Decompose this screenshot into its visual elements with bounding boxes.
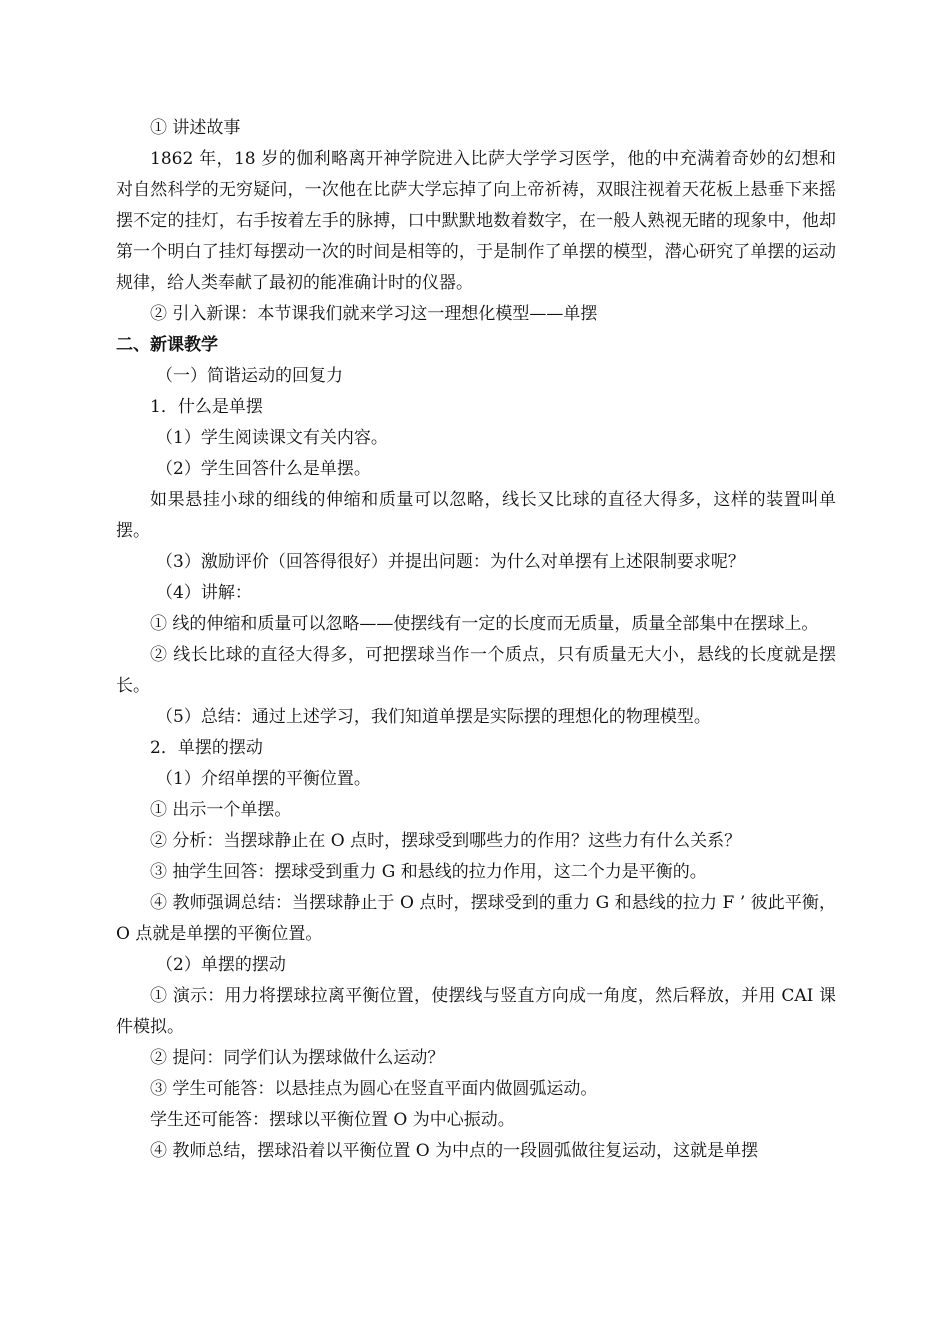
paragraph-student-answer: ③ 抽学生回答：摆球受到重力 G 和悬线的拉力作用，这二个力是平衡的。 xyxy=(150,862,707,882)
paragraph-final-summary: ④ 教师总结，摆球沿着以平衡位置 O 为中点的一段圆弧做往复运动，这就是单摆 xyxy=(150,1141,759,1161)
item-pendulum-swing: 2．单摆的摆动 xyxy=(150,738,263,758)
paragraph-question: ② 提问：同学们认为摆球做什么运动？ xyxy=(150,1048,445,1068)
step-answer: （2）学生回答什么是单摆。 xyxy=(156,459,371,479)
section-heading-new-lesson: 二、新课教学 xyxy=(116,335,218,355)
paragraph-new-lesson: ② 引入新课：本节课我们就来学习这一理想化模型——单摆 xyxy=(150,304,598,324)
paragraph-demo: ① 演示：用力将摆球拉离平衡位置，使摆线与竖直方向成一角度，然后释放，并用 CAI 课件模拟。 xyxy=(116,986,836,1037)
subsection-restoring-force: （一）简谐运动的回复力 xyxy=(156,366,343,386)
paragraph-analysis: ② 分析：当摆球静止在 O 点时，摆球受到哪些力的作用？这些力有什么关系？ xyxy=(150,831,742,851)
paragraph-teacher-summary: ④ 教师强调总结：当摆球静止于 O 点时，摆球受到的重力 G 和悬线的拉力 F ’ 彼此平衡，O 点就是单摆的平衡位置。 xyxy=(116,893,836,944)
step-evaluate: （3）激励评价（回答得很好）并提出问题：为什么对单摆有上述限制要求呢？ xyxy=(156,552,745,572)
paragraph-show-pendulum: ① 出示一个单摆。 xyxy=(150,800,292,820)
step-summary: （5）总结：通过上述学习，我们知道单摆是实际摆的理想化的物理模型。 xyxy=(156,707,711,727)
paragraph-possible-answer: ③ 学生可能答：以悬挂点为圆心在竖直平面内做圆弧运动。 xyxy=(150,1079,598,1099)
paragraph-definition: 如果悬挂小球的细线的伸缩和质量可以忽略，线长又比球的直径大得多，这样的装置叫单摆。 xyxy=(116,490,836,541)
step-explain: （4）讲解： xyxy=(156,583,252,603)
paragraph-galileo-story: 1862 年，18 岁的伽利略离开神学院进入比萨大学学习医学，他的中充满着奇妙的幻想和对自然科学的无穷疑问，一次他在比萨大学忘掉了向上帝祈祷，双眼注视着天花板上悬垂下来摇摆不定的挂灯，右手按着左手的脉搏，口中默默地数着数字，在一般人熟视无睹的现象中，他却第一个明白了挂灯每摆动一次的时间是相等的，于是制作了单摆的模型，潜心研究了单摆的运动规律，给人类奉献了最初的能准确计时的仪器。 xyxy=(116,149,836,293)
step-read-text: （1）学生阅读课文有关内容。 xyxy=(156,428,388,448)
step-swing: （2）单摆的摆动 xyxy=(156,955,286,975)
paragraph-explain-1: ① 线的伸缩和质量可以忽略——使摆线有一定的长度而无质量，质量全部集中在摆球上。 xyxy=(150,614,819,634)
paragraph-explain-2: ② 线长比球的直径大得多，可把摆球当作一个质点，只有质量无大小，悬线的长度就是摆长。 xyxy=(116,645,836,696)
step-equilibrium: （1）介绍单摆的平衡位置。 xyxy=(156,769,371,789)
item-what-is-pendulum: 1．什么是单摆 xyxy=(150,397,263,417)
paragraph-story-intro: ① 讲述故事 xyxy=(150,118,241,138)
document-page xyxy=(116,113,836,1167)
paragraph-possible-answer-2: 学生还可能答：摆球以平衡位置 O 为中心振动。 xyxy=(150,1110,515,1130)
